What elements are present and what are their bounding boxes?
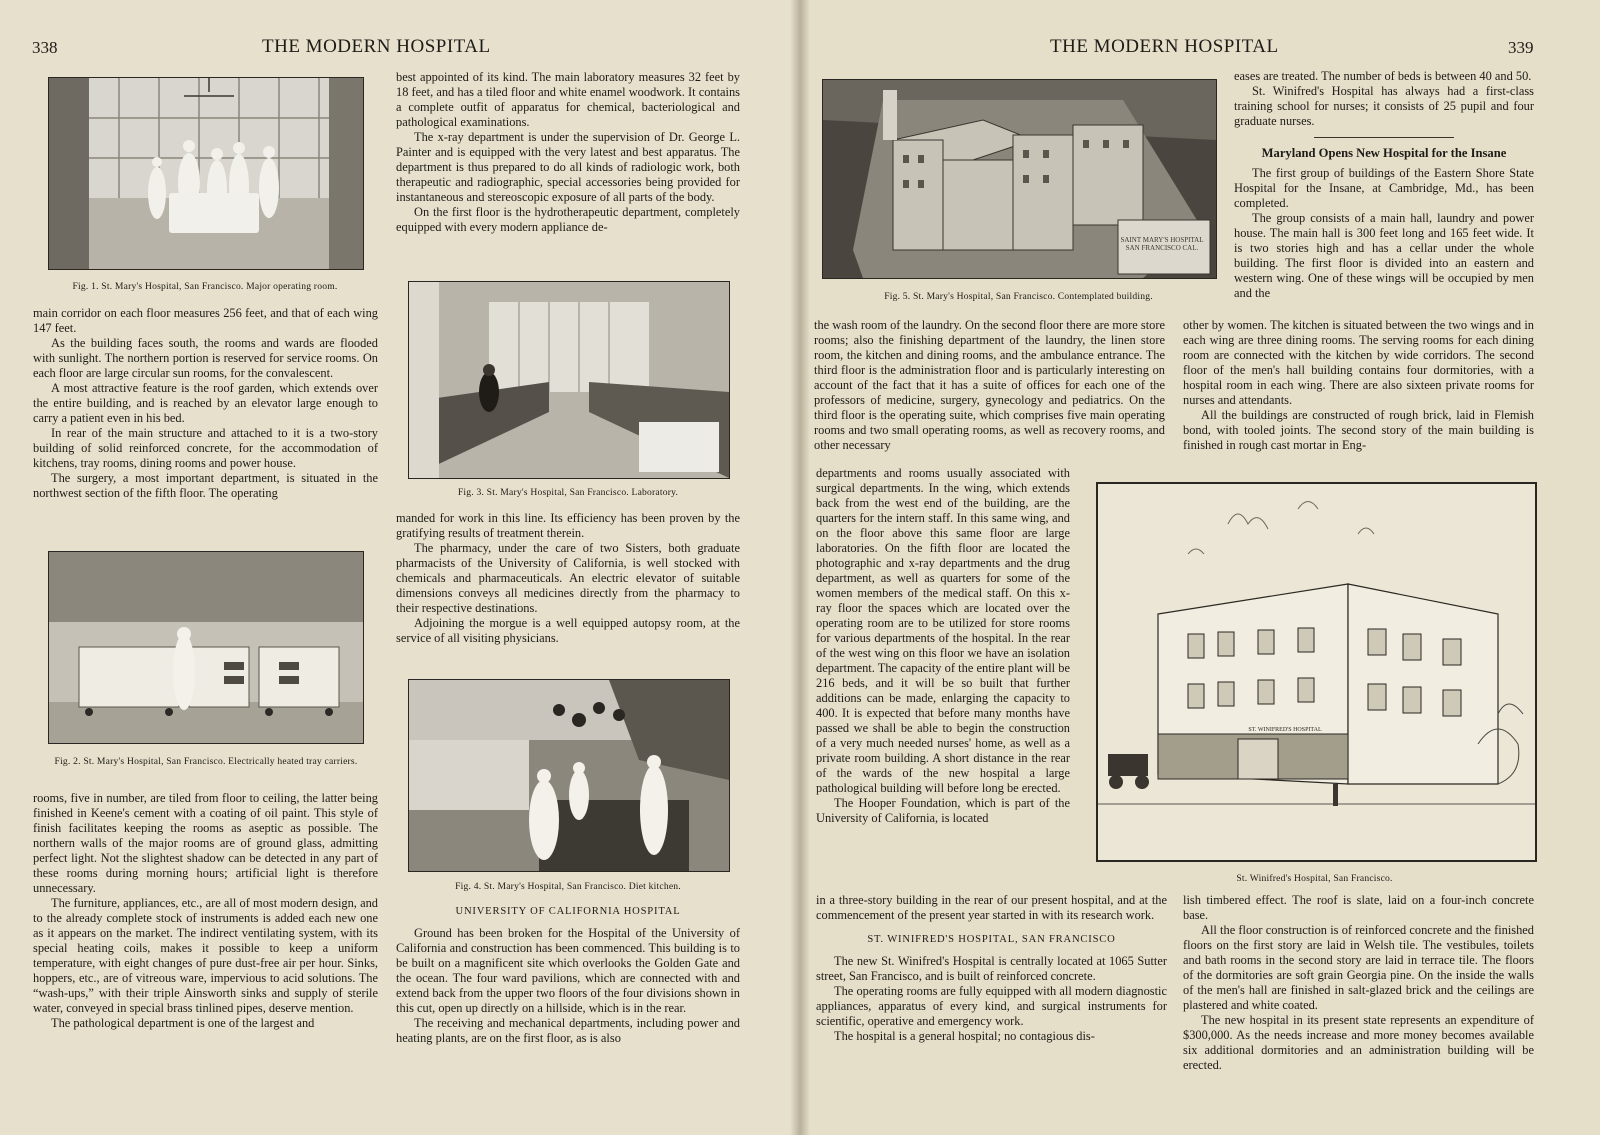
paragraph: Ground has been broken for the Hospital of the University of California and construction has been commenced. This building is to be built on a magnificent site which overlooks the Golden Gate and the ocean. The four ward pavilions, which are connected with and extend back from the upper two floors of the four divisions shown in this cut, open up directly on a hillside, which is in the rear. [396, 926, 740, 1015]
paragraph: The first group of buildings of the Eastern Shore State Hospital for the Insane, at Cambridge, Md., has been completed. [1234, 166, 1534, 210]
section-rule [1314, 137, 1454, 138]
paragraph: In rear of the main structure and attached to it is a two-story building of solid reinforced concrete, for the accommodation of kitchens, tray rooms, dining rooms and power house. [33, 426, 378, 470]
paragraph: All the floor construction is of reinforced concrete and the finished floors on the first story are laid in Welsh tile. The vestibules, toilets and bath rooms in the second story are laid in terrace tile. The floors of the dormitories are soft grain Georgia pine. On the inside the walls of the men's hall are finished in salt-glazed brick and the ceilings are plastered and white coated. [1183, 923, 1534, 1012]
fig1-operating-room-photo [48, 77, 364, 270]
paragraph: The operating rooms are fully equipped with all modern diagnostic appliances, apparatus of every kind, and surgical instruments for scientific, operative and emergency work. [816, 984, 1167, 1028]
paragraph: The Hooper Foundation, which is part of the University of California, is located [816, 796, 1070, 825]
fig6-sign: ST. WINIFRED'S HOSPITAL [1248, 727, 1322, 733]
paragraph: Adjoining the morgue is a well equipped autopsy room, at the service of all visiting physicians. [396, 616, 740, 645]
section-heading-st-winifreds: ST. WINIFRED'S HOSPITAL, SAN FRANCISCO [867, 934, 1116, 945]
fig2-tray-carriers-photo [48, 551, 364, 744]
paragraph: The furniture, appliances, etc., are all of most modern design, and to the already complete stock of instruments is added each new one as it appears on the market. The indirect ventilating system, with its special heating coils, makes it possible to keep a uniform temperature, with eight changes of pure dust-free air per hour. Sinks, hoppers, etc., are of vitreous ware, impervious to acid solutions. The “wash-ups,” with their triple Ainsworth sinks and supply of sterile water, conveyed in special brass tinlined pipes, deserve mention. [33, 896, 378, 1015]
fig5-caption: Fig. 5. St. Mary's Hospital, San Francisco. Contemplated building. [884, 291, 1153, 302]
paragraph: manded for work in this line. Its efficiency has been proven by the gratifying results of treatment therein. [396, 511, 740, 540]
right-col1-text-a [814, 318, 1165, 453]
left-col2-text-b [396, 511, 740, 646]
paragraph: departments and rooms usually associated with surgical departments. In the wing, which extends back from the west end of the building, are the quarters for the intern staff. In this same wing, and on the floor above this same floor are large laboratories. On the fifth floor are located the photographic and x-ray departments and the drug department, as well as quarters for some of the women members of the medical staff. On this x-ray floor the spaces which are located over the operating room are to be utilized for store rooms for various departments of the hospital. In the rear of the west wing on this floor we have an isolation department. The capacity of the entire plant will be 216 beds, and it will be so built that further additions can be made, enlarging the capacity to 400. It is expected that before many months have passed we shall be able to begin the construction of a very much needed nurses' home, as well as a private room building. A short distance in the rear of the wards of the new hospital a large pathological building will before long be erected. [816, 466, 1070, 795]
paragraph: The new hospital in its present state represents an expenditure of $300,000. As the needs increase and more money becomes available six additional dormitories and an administration building will be erected. [1183, 1013, 1534, 1072]
paragraph: The pharmacy, under the care of two Sisters, both graduate pharmacists of the University of California, is well stocked with chemicals and pharmaceuticals. An electric elevator of suitable dimensions conveys all medicines directly from the pharmacy to their respective destinations. [396, 541, 740, 615]
right-col2-text-top [1234, 69, 1534, 301]
paragraph: The hospital is a general hospital; no contagious dis- [834, 1029, 1095, 1043]
fig6-st-winifreds-hospital-illustration [1096, 482, 1537, 862]
fig5-sign: SAINT MARY'S HOSPITAL SAN FRANCISCO CAL. [1120, 236, 1204, 252]
paragraph: lish timbered effect. The roof is slate, laid on a four-inch concrete base. [1183, 893, 1534, 922]
paragraph: main corridor on each floor measures 256 feet, and that of each wing 147 feet. [33, 306, 378, 335]
right-col1-text-b [816, 893, 1167, 1044]
paragraph: in a three-story building in the rear of our present hospital, and at the commencement of the present year started in with its research work. [816, 893, 1167, 922]
paragraph: St. Winifred's Hospital has always had a first-class training school for nurses; it consists of 25 pupil and four graduate nurses. [1234, 84, 1534, 128]
paragraph: The new St. Winifred's Hospital is centrally located at 1065 Sutter street, San Francisco, and is built of reinforced concrete. [816, 954, 1167, 983]
page-number: 338 [32, 38, 58, 57]
left-col2-text-a [396, 70, 740, 235]
page-number: 339 [1508, 38, 1534, 57]
section-heading-maryland: Maryland Opens New Hospital for the Insane [1261, 146, 1507, 160]
right-col1-text-narrow [816, 466, 1070, 826]
paragraph: As the building faces south, the rooms and wards are flooded with sunlight. The northern portion is reserved for service rooms. On each floor are large circular sun rooms, for the convalescent. [33, 336, 378, 380]
paragraph: On the first floor is the hydrotherapeutic department, completely equipped with every modern appliance de- [396, 205, 740, 234]
fig2-caption: Fig. 2. St. Mary's Hospital, San Francisco. Electrically heated tray carriers. [54, 756, 358, 767]
right-col2-text-c [1183, 893, 1534, 1073]
fig4-caption: Fig. 4. St. Mary's Hospital, San Francisco. Diet kitchen. [455, 881, 681, 892]
book-gutter [790, 0, 810, 1135]
paragraph: The pathological department is one of the largest and [51, 1016, 315, 1030]
left-col1-text-b [33, 791, 378, 1031]
right-page [800, 0, 1600, 1135]
paragraph: best appointed of its kind. The main laboratory measures 32 feet by 18 feet, and has a tiled floor and white enamel woodwork. It contains a complete outfit of apparatus for chemical, bacteriological and pathological examinations. [396, 70, 740, 129]
paragraph: A most attractive feature is the roof garden, which extends over the entire building, and is reached by an elevator large enough to carry a patient even in his bed. [33, 381, 378, 425]
paragraph: The receiving and mechanical departments, including power and heating plants, are on the first floor, as is also [396, 1016, 740, 1045]
paragraph: The surgery, a most important department, is situated in the northwest section of the fifth floor. The operating [33, 471, 378, 500]
paragraph: The group consists of a main hall, laundry and power house. The main hall is 300 feet long and 165 feet wide. It is two stories high and has a cellar under the whole building. The first floor is divided into an eastern and western wing. One of these wings will be occupied by men and the [1234, 211, 1534, 300]
paragraph: other by women. The kitchen is situated between the two wings and in each wing are three dining rooms. The serving rooms for each dining room are connected with the kitchen by wide corridors. The second floor of the men's hall building contains four dormitories, with a hospital room in each wing. There are also sixteen private rooms for nurses and attendants. [1183, 318, 1534, 407]
paragraph: eases are treated. The number of beds is between 40 and 50. [1234, 69, 1532, 83]
fig3-laboratory-photo [408, 281, 730, 479]
left-col1-text-a [33, 306, 378, 501]
left-col2-text-c [396, 902, 740, 1046]
paragraph: the wash room of the laundry. On the second floor there are more store rooms; also the finishing department of the laundry, the linen store room, the kitchen and dining rooms, and the ambulance entrance. The third floor is the administration floor and is particularly interesting on account of the fact that it has a suite of offices for each one of the professors of medicine, surgery, gynecology and pediatrics. On the third floor is the operating suite, which comprises five main operating rooms and two small operating rooms, as well as recovery rooms, and other necessary [814, 318, 1165, 452]
running-header: THE MODERN HOSPITAL [262, 36, 491, 57]
fig1-caption: Fig. 1. St. Mary's Hospital, San Francisco. Major operating room. [72, 281, 338, 292]
paragraph: The x-ray department is under the supervision of Dr. George L. Painter and is equipped with the very latest and best apparatus. The department is thus prepared to do all kinds of radiologic work, both therapeutic and radiographic, special accessories being provided for instantaneous and stereoscopic exposure of all parts of the body. [396, 130, 740, 204]
section-heading-university: UNIVERSITY OF CALIFORNIA HOSPITAL [455, 906, 681, 917]
fig3-caption: Fig. 3. St. Mary's Hospital, San Francisco. Laboratory. [457, 487, 679, 498]
paragraph: All the buildings are constructed of rough brick, laid in Flemish bond, with tooled joints. The second story of the main building is finished in rough cast mortar in Eng- [1183, 408, 1534, 452]
running-header: THE MODERN HOSPITAL [1050, 36, 1279, 57]
right-col2-text-b [1183, 318, 1534, 453]
fig6-caption: St. Winifred's Hospital, San Francisco. [1236, 873, 1393, 884]
paragraph: rooms, five in number, are tiled from floor to ceiling, the latter being finished in Keene's cement with a coating of oil paint. This style of finish facilitates keeping the rooms as aseptic as possible. The northern walls of the major rooms are of ground glass, admitting perfect light. Not the slightest shadow can be detected in any part of these rooms during morning hours; artificial light is therefore unnecessary. [33, 791, 378, 895]
fig4-diet-kitchen-photo [408, 679, 730, 872]
